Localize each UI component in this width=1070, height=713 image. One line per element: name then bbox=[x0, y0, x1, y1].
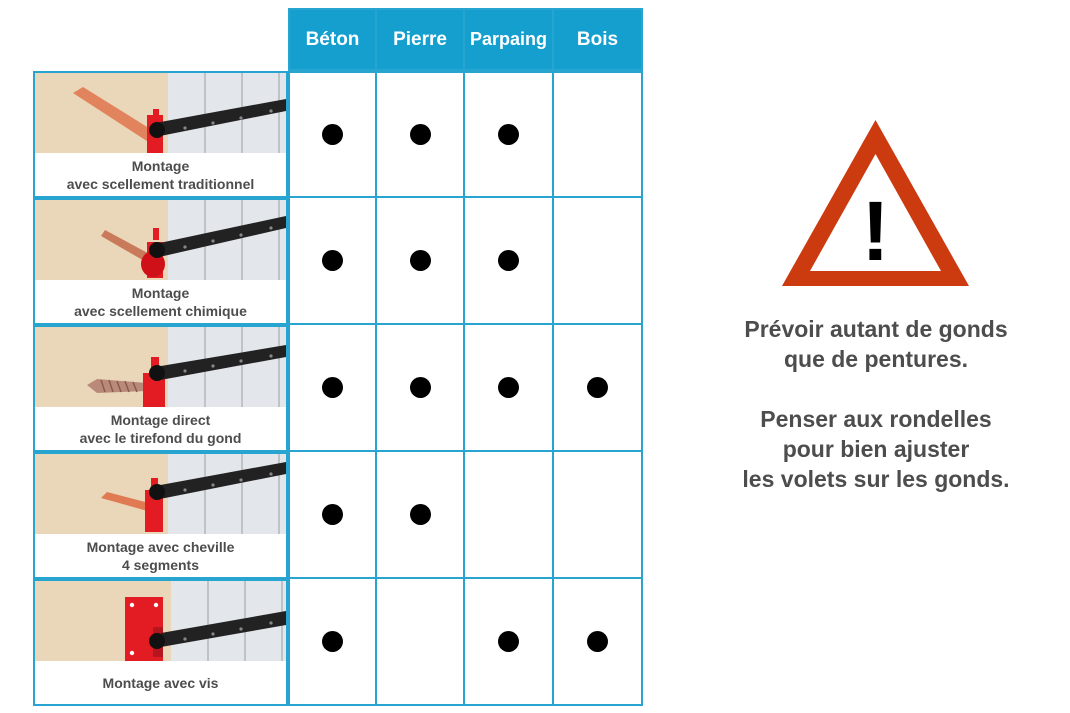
compatible-dot bbox=[322, 504, 343, 525]
hinge-illustration-cheville bbox=[35, 454, 286, 534]
hinge-illustration-chimique bbox=[35, 200, 286, 280]
compatible-dot bbox=[587, 377, 608, 398]
exclamation-mark: ! bbox=[861, 184, 890, 278]
grid-cell bbox=[377, 579, 465, 706]
compatible-dot bbox=[322, 124, 343, 145]
column-header-parpaing: Parpaing bbox=[465, 8, 554, 71]
grid-cell bbox=[377, 452, 465, 579]
grid-cell bbox=[465, 198, 554, 325]
row-label-line1: Montage bbox=[131, 157, 190, 174]
compatible-dot bbox=[498, 377, 519, 398]
compatible-dot bbox=[410, 124, 431, 145]
note-line: que de pentures. bbox=[783, 346, 969, 372]
grid-cell bbox=[288, 579, 377, 706]
grid-cell bbox=[288, 198, 377, 325]
row-label-line2: 4 segments bbox=[121, 556, 200, 573]
warning-note-rondelles bbox=[700, 404, 1052, 494]
warning-triangle-icon bbox=[778, 116, 973, 291]
hinge-illustration-vis bbox=[35, 581, 286, 661]
grid-cell bbox=[465, 71, 554, 198]
column-header-beton: Béton bbox=[288, 8, 377, 71]
grid-cell bbox=[377, 325, 465, 452]
grid-cell bbox=[377, 198, 465, 325]
warning-note-gonds bbox=[700, 314, 1052, 374]
hinge-illustration-traditionnel bbox=[35, 73, 286, 153]
compatible-dot bbox=[322, 250, 343, 271]
table-row-scellement-chimique bbox=[33, 198, 288, 325]
grid-cell bbox=[554, 452, 643, 579]
row-label-line1: Montage avec vis bbox=[102, 674, 219, 691]
compatible-dot bbox=[322, 631, 343, 652]
grid-cell bbox=[554, 325, 643, 452]
row-label-line1: Montage direct bbox=[110, 411, 211, 428]
compatible-dot bbox=[498, 631, 519, 652]
grid-cell bbox=[465, 452, 554, 579]
compatible-dot bbox=[410, 250, 431, 271]
table-row-vis bbox=[33, 579, 288, 706]
grid-cell bbox=[465, 579, 554, 706]
compatible-dot bbox=[498, 124, 519, 145]
column-header-pierre: Pierre bbox=[377, 8, 465, 71]
row-label-line2: avec scellement traditionnel bbox=[66, 175, 255, 192]
compatible-dot bbox=[410, 377, 431, 398]
note-line: les volets sur les gonds. bbox=[742, 466, 1010, 492]
row-label-line1: Montage bbox=[131, 284, 190, 301]
column-header-bois: Bois bbox=[554, 8, 643, 71]
hinge-illustration-tirefond bbox=[35, 327, 286, 407]
grid-cell bbox=[554, 579, 643, 706]
note-line: Prévoir autant de gonds bbox=[744, 316, 1008, 342]
table-row-scellement-traditionnel bbox=[33, 71, 288, 198]
note-line: Penser aux rondelles bbox=[760, 406, 992, 432]
grid-cell bbox=[554, 71, 643, 198]
grid-cell bbox=[288, 325, 377, 452]
compatible-dot bbox=[587, 631, 608, 652]
grid-cell bbox=[288, 452, 377, 579]
compatible-dot bbox=[498, 250, 519, 271]
compatible-dot bbox=[410, 504, 431, 525]
row-label-line1: Montage avec cheville bbox=[86, 538, 235, 555]
compatible-dot bbox=[322, 377, 343, 398]
table-row-cheville bbox=[33, 452, 288, 579]
table-row-montage-direct bbox=[33, 325, 288, 452]
row-label-line2: avec le tirefond du gond bbox=[79, 429, 242, 446]
note-line: pour bien ajuster bbox=[782, 436, 970, 462]
grid-cell bbox=[465, 325, 554, 452]
grid-cell bbox=[288, 71, 377, 198]
row-label-line2: avec scellement chimique bbox=[74, 302, 247, 319]
grid-cell bbox=[377, 71, 465, 198]
grid-cell bbox=[554, 198, 643, 325]
